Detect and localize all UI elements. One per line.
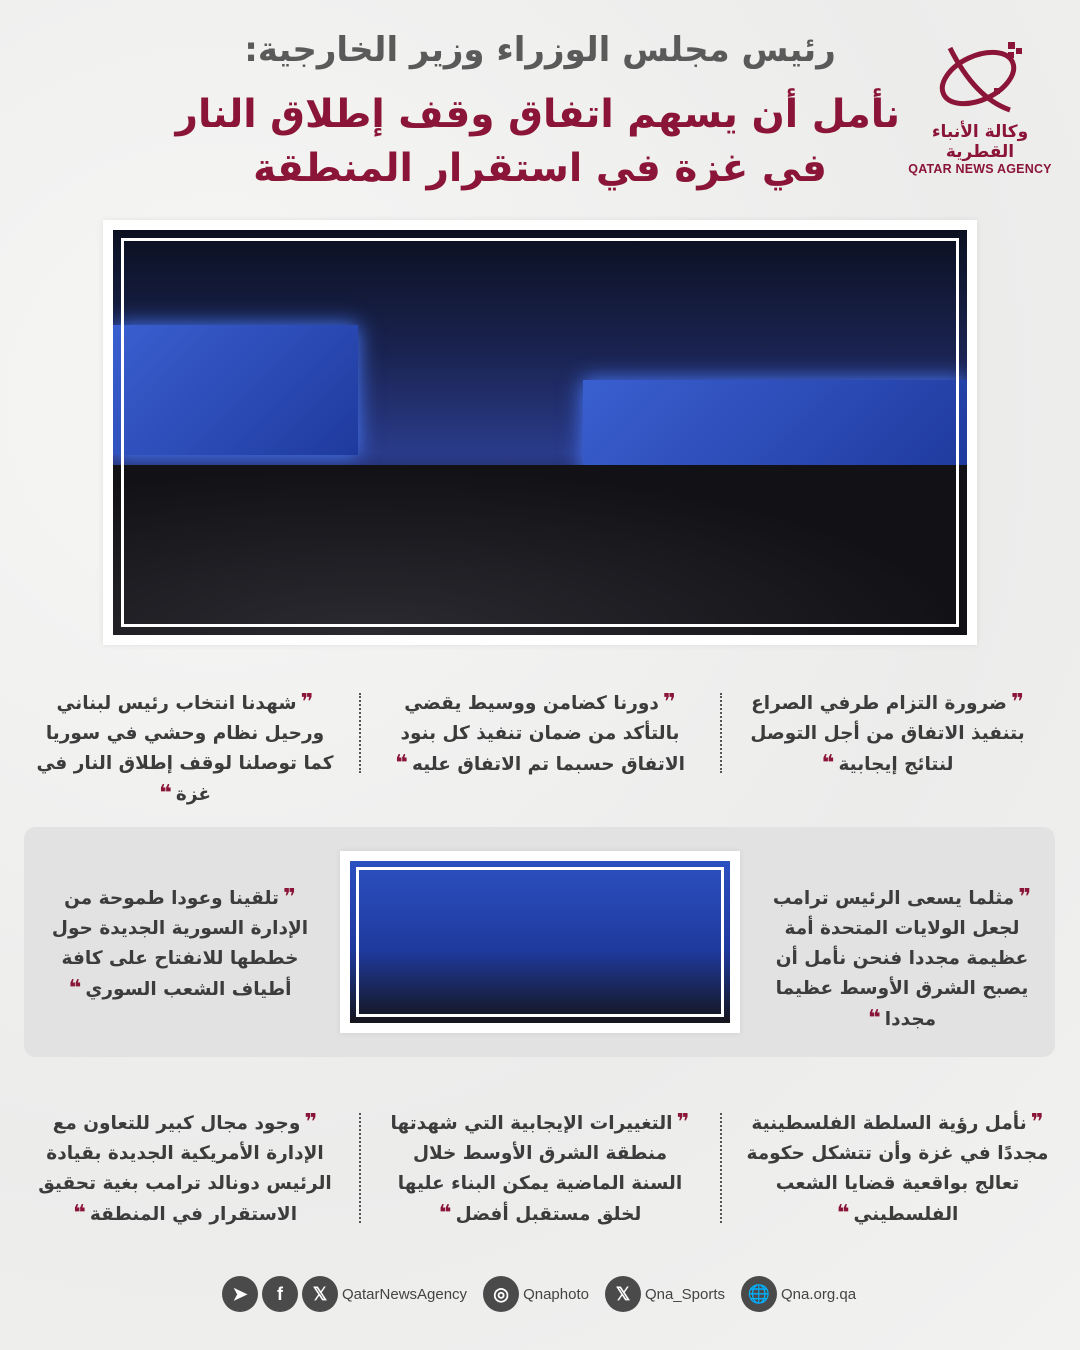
quote-8: ❞ وجود مجال كبير للتعاون مع الإدارة الأمريكية الجديدة بقيادة الرئيس دونالد ترامب بغية تحقيق الاستقرار في المنطقة ❝ xyxy=(30,1108,340,1230)
divider xyxy=(359,1113,361,1223)
panel-photo-frame xyxy=(340,851,740,1033)
divider xyxy=(720,1113,722,1223)
main-photo xyxy=(113,230,967,635)
website-url[interactable]: Qna.org.qa xyxy=(781,1285,857,1303)
qna-emblem-icon xyxy=(930,38,1030,116)
x-icon[interactable]: 𝕏 xyxy=(302,1276,338,1312)
x-icon[interactable]: 𝕏 xyxy=(605,1276,641,1312)
panel-photo xyxy=(350,861,730,1023)
quote-5: ❞ تلقينا وعودا طموحة من الإدارة السورية الجديدة حول خططها للانفتاح على كافة أطياف الشعب السوري ❝ xyxy=(34,883,326,1005)
quote-2: ❞ دورنا كضامن ووسيط يقضي بالتأكد من ضمان تنفيذ كل بنود الاتفاق حسبما تم الاتفاق عليه ❝ xyxy=(385,688,695,780)
quote-6: ❞ نأمل رؤية السلطة الفلسطينية مجددًا في غزة وأن تتشكل حكومة تعالج بواقعية قضايا الشعب الفلسطيني ❝ xyxy=(745,1108,1050,1230)
divider xyxy=(720,693,722,773)
main-photo-frame xyxy=(103,220,977,645)
logo-arabic: وكالة الأنباء القطرية xyxy=(931,122,1029,162)
quote-7: ❞ التغييرات الإيجابية التي شهدتها منطقة الشرق الأوسط خلال السنة الماضية يمكن البناء عليها لخلق مستقبل أفضل ❝ xyxy=(385,1108,695,1230)
quote-1: ❞ ضرورة التزام طرفي الصراع بتنفيذ الاتفاق من أجل التوصل لنتائج إيجابية ❝ xyxy=(735,688,1040,780)
qna-logo xyxy=(905,38,1055,176)
photo-border xyxy=(121,238,959,627)
quote-4: ❞ مثلما يسعى الرئيس ترامب لجعل الولايات المتحدة أمة عظيمة مجددا فنحن نأمل أن يصبح الشرق الأوسط عظيما مجددا ❝ xyxy=(758,883,1046,1035)
social-main[interactable] xyxy=(222,1276,467,1312)
social-footer xyxy=(222,1276,866,1312)
instagram-handle[interactable]: Qnaphoto xyxy=(523,1285,589,1303)
headline-line-1: نأمل أن يسهم اتفاق وقف إطلاق النار xyxy=(175,92,900,137)
globe-icon[interactable]: 🌐 xyxy=(741,1276,777,1312)
x-sports-handle[interactable]: Qna_Sports xyxy=(644,1285,725,1303)
header-subtitle: رئيس مجلس الوزراء وزير الخارجية: xyxy=(244,30,836,70)
logo-english: QATAR NEWS AGENCY xyxy=(908,162,1052,176)
social-handle[interactable]: QatarNewsAgency xyxy=(342,1285,468,1303)
social-instagram[interactable] xyxy=(483,1276,589,1312)
website-link[interactable] xyxy=(741,1276,856,1312)
instagram-icon[interactable]: ◎ xyxy=(483,1276,519,1312)
quote-3: ❞ شهدنا انتخاب رئيس لبناني ورحيل نظام وحشي في سوريا كما توصلنا لوقف إطلاق النار في غزة ❝ xyxy=(30,688,340,810)
headline-line-2: في غزة في استقرار المنطقة xyxy=(253,146,827,191)
social-x-sports[interactable] xyxy=(605,1276,725,1312)
telegram-icon[interactable]: ➤ xyxy=(222,1276,258,1312)
divider xyxy=(359,693,361,773)
facebook-icon[interactable]: f xyxy=(262,1276,298,1312)
headline xyxy=(175,88,900,196)
photo-border xyxy=(356,867,724,1017)
